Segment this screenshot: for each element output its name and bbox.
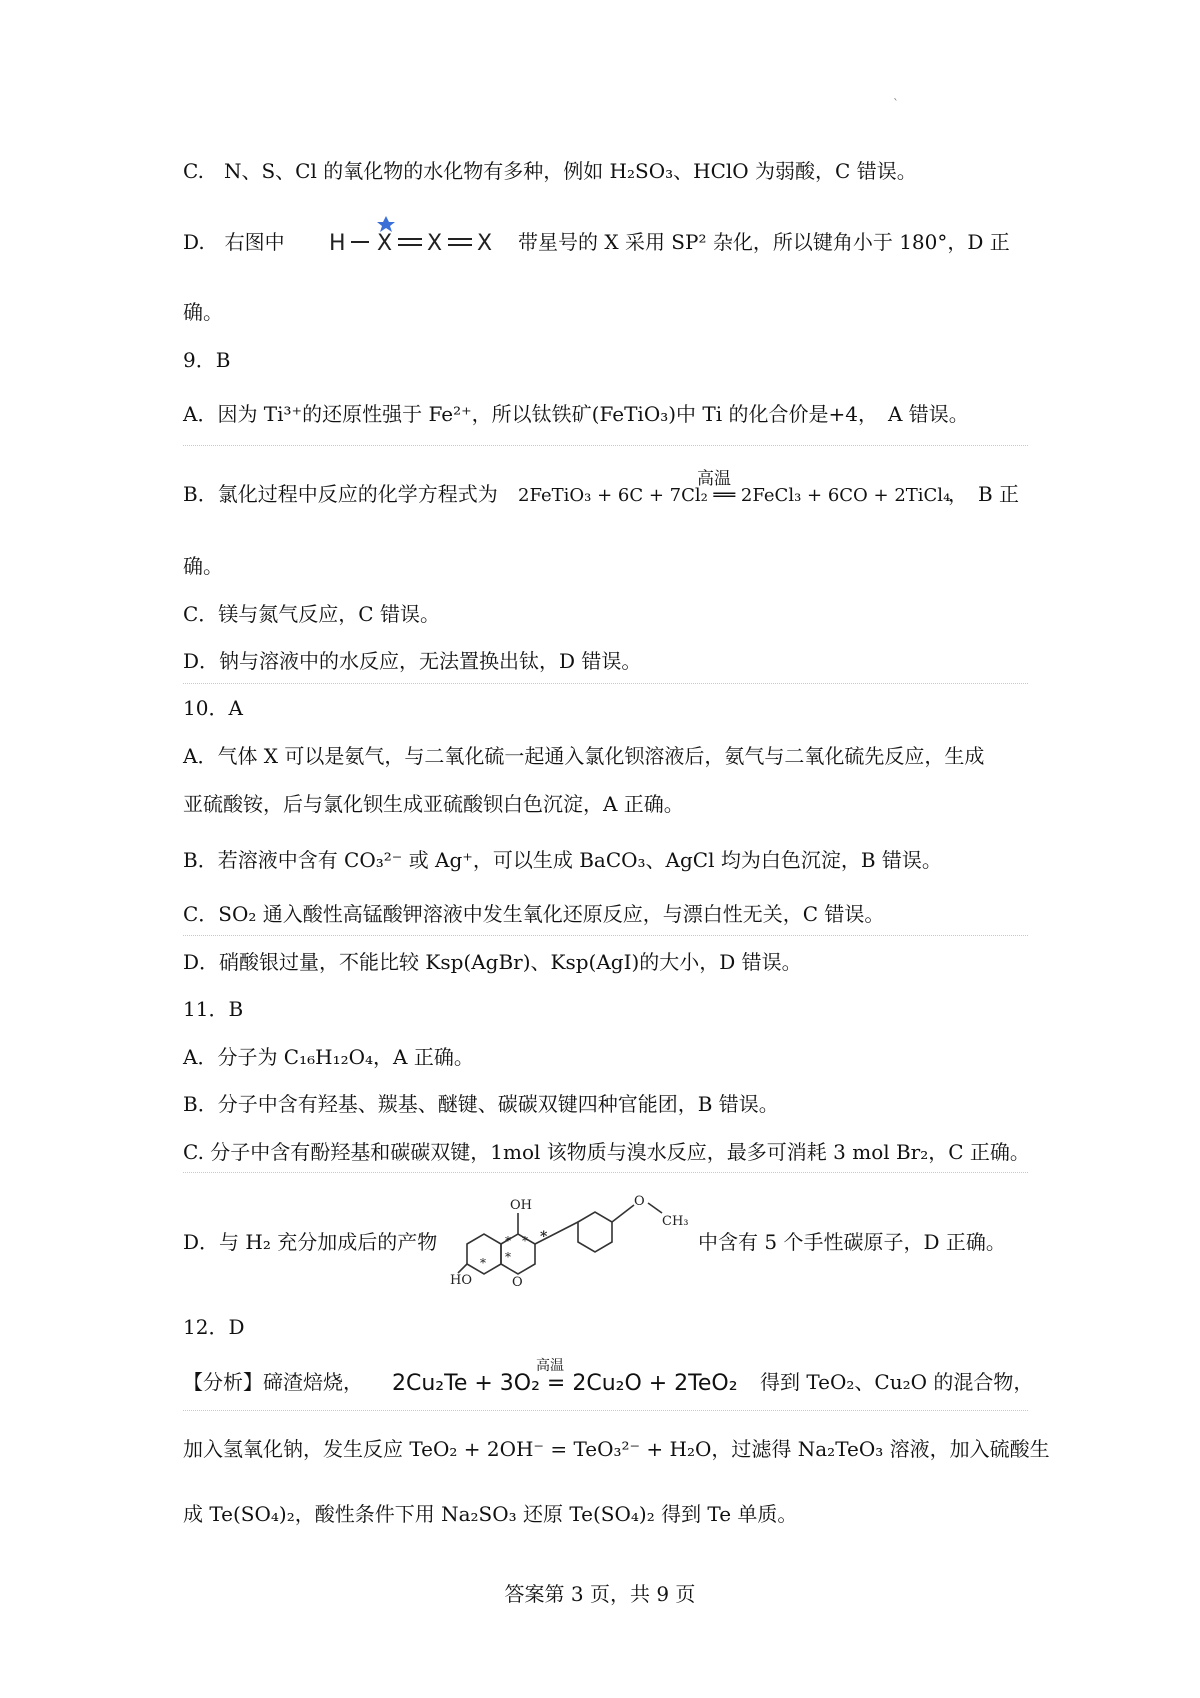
answer-11c: C. 分子中含有酚羟基和碳碳双键，1mol 该物质与溴水反应，最多可消耗 3 mol Br₂，C 正确。 — [183, 1140, 1030, 1164]
answer-10c: C．SO₂ 通入酸性高锰酸钾溶液中发生氧化还原反应，与漂白性无关，C 错误。 — [183, 902, 885, 926]
answer-9c: C．镁与氮气反应，C 错误。 — [183, 602, 440, 626]
chiral-star: * — [540, 1229, 548, 1245]
answer-9a: A．因为 Ti³⁺的还原性强于 Fe²⁺，所以钛铁矿(FeTiO₃)中 Ti 的化合价是+4， A 错误。 — [183, 402, 969, 426]
answer-9b-end: 确。 — [183, 554, 223, 578]
answer-9b-prefix: B．氯化过程中反应的化学方程式为 — [183, 482, 498, 506]
reaction-condition-9b: 高温 — [697, 469, 731, 489]
chiral-star: * — [522, 1234, 528, 1248]
label-oh: OH — [510, 1198, 532, 1213]
answer-11d-prefix: D．与 H₂ 充分加成后的产物 — [183, 1230, 438, 1254]
reaction-condition-12: 高温 — [536, 1358, 564, 1374]
answer-9b-suffix: ， B 正 — [948, 482, 1020, 506]
atom-x3: X — [477, 231, 493, 256]
divider — [183, 1172, 1028, 1173]
answer-8d-text: 带星号的 X 采用 SP² 杂化，所以键角小于 180°，D 正 — [518, 230, 1010, 254]
answer-10a-line1: A．气体 X 可以是氨气，与二氧化硫一起通入氯化钡溶液后，氨气与二氧化硫先反应，生成 — [183, 744, 985, 768]
ring-c — [578, 1212, 612, 1252]
equation-9b: 2FeTiO₃ + 6C + 7Cl₂ ══ 2FeCl₃ + 6CO + 2TiCl₄ — [518, 485, 951, 506]
answer-11b: B．分子中含有羟基、羰基、醚键、碳碳双键四种官能团，B 错误。 — [183, 1092, 779, 1116]
answer-8d-end: 确。 — [183, 300, 223, 324]
page-footer: 答案第 3 页，共 9 页 — [504, 1582, 696, 1606]
answer-10d: D．硝酸银过量，不能比较 Ksp(AgBr)、Ksp(AgI)的大小，D 错误。 — [183, 950, 802, 974]
analysis-12-prefix: 【分析】碲渣焙烧， — [183, 1370, 363, 1394]
analysis-12-suffix: 得到 TeO₂、Cu₂O 的混合物， — [760, 1370, 1034, 1394]
bond-ch3 — [648, 1203, 662, 1213]
star-icon — [377, 216, 395, 232]
answer-8c: C. N、S、Cl 的氧化物的水化物有多种，例如 H₂SO₃、HClO 为弱酸，C 错误。 — [183, 159, 917, 183]
equation-12: 2Cu₂Te + 3O₂ = 2Cu₂O + 2TeO₂ — [392, 1371, 738, 1396]
label-ring-o: O — [512, 1275, 523, 1286]
divider — [183, 1410, 1028, 1411]
product-structure — [450, 1183, 705, 1286]
answer-10b: B．若溶液中含有 CO₃²⁻ 或 Ag⁺，可以生成 BaCO₃、AgCl 均为白色沉淀，B 错误。 — [183, 848, 942, 872]
answer-10a-line2: 亚硫酸铵，后与氯化钡生成亚硫酸钡白色沉淀，A 正确。 — [183, 792, 684, 816]
answer-9d: D．钠与溶液中的水反应，无法置换出钛，D 错误。 — [183, 649, 642, 673]
divider — [183, 935, 1028, 936]
analysis-12-line3: 成 Te(SO₄)₂，酸性条件下用 Na₂SO₃ 还原 Te(SO₄)₂ 得到 Te 单质。 — [183, 1502, 798, 1526]
label-ho: HO — [450, 1273, 472, 1286]
answer-11a: A．分子为 C₁₆H₁₂O₄，A 正确。 — [183, 1045, 474, 1069]
analysis-12-line2: 加入氢氧化钠，发生反应 TeO₂ + 2OH⁻ = TeO₃²⁻ + H₂O，过滤得 Na₂TeO₃ 溶液，加入硫酸生 — [183, 1437, 1050, 1461]
chiral-star: * — [480, 1256, 486, 1270]
atom-x2: X — [427, 231, 443, 256]
divider — [183, 683, 1028, 684]
question-9-answer: 9．B — [183, 348, 231, 372]
bond-o — [612, 1205, 634, 1222]
question-12-answer: 12．D — [183, 1315, 245, 1339]
atom-h: H — [329, 231, 346, 256]
scan-mark: ` — [893, 97, 899, 111]
chiral-star: * — [505, 1250, 511, 1264]
chiral-star: * — [505, 1234, 511, 1248]
divider — [183, 445, 1028, 446]
bond-ho — [458, 1264, 467, 1273]
label-o: O — [634, 1194, 645, 1209]
label-ch3: CH₃ — [662, 1214, 689, 1229]
atom-x1: X — [377, 231, 393, 256]
answer-11d-text: 中含有 5 个手性碳原子，D 正确。 — [698, 1230, 1006, 1254]
question-10-answer: 10．A — [183, 696, 243, 720]
answer-8d-prefix: D. 右图中 — [183, 230, 285, 254]
structure-h-x-x-x — [326, 213, 506, 257]
question-11-answer: 11．B — [183, 997, 244, 1021]
